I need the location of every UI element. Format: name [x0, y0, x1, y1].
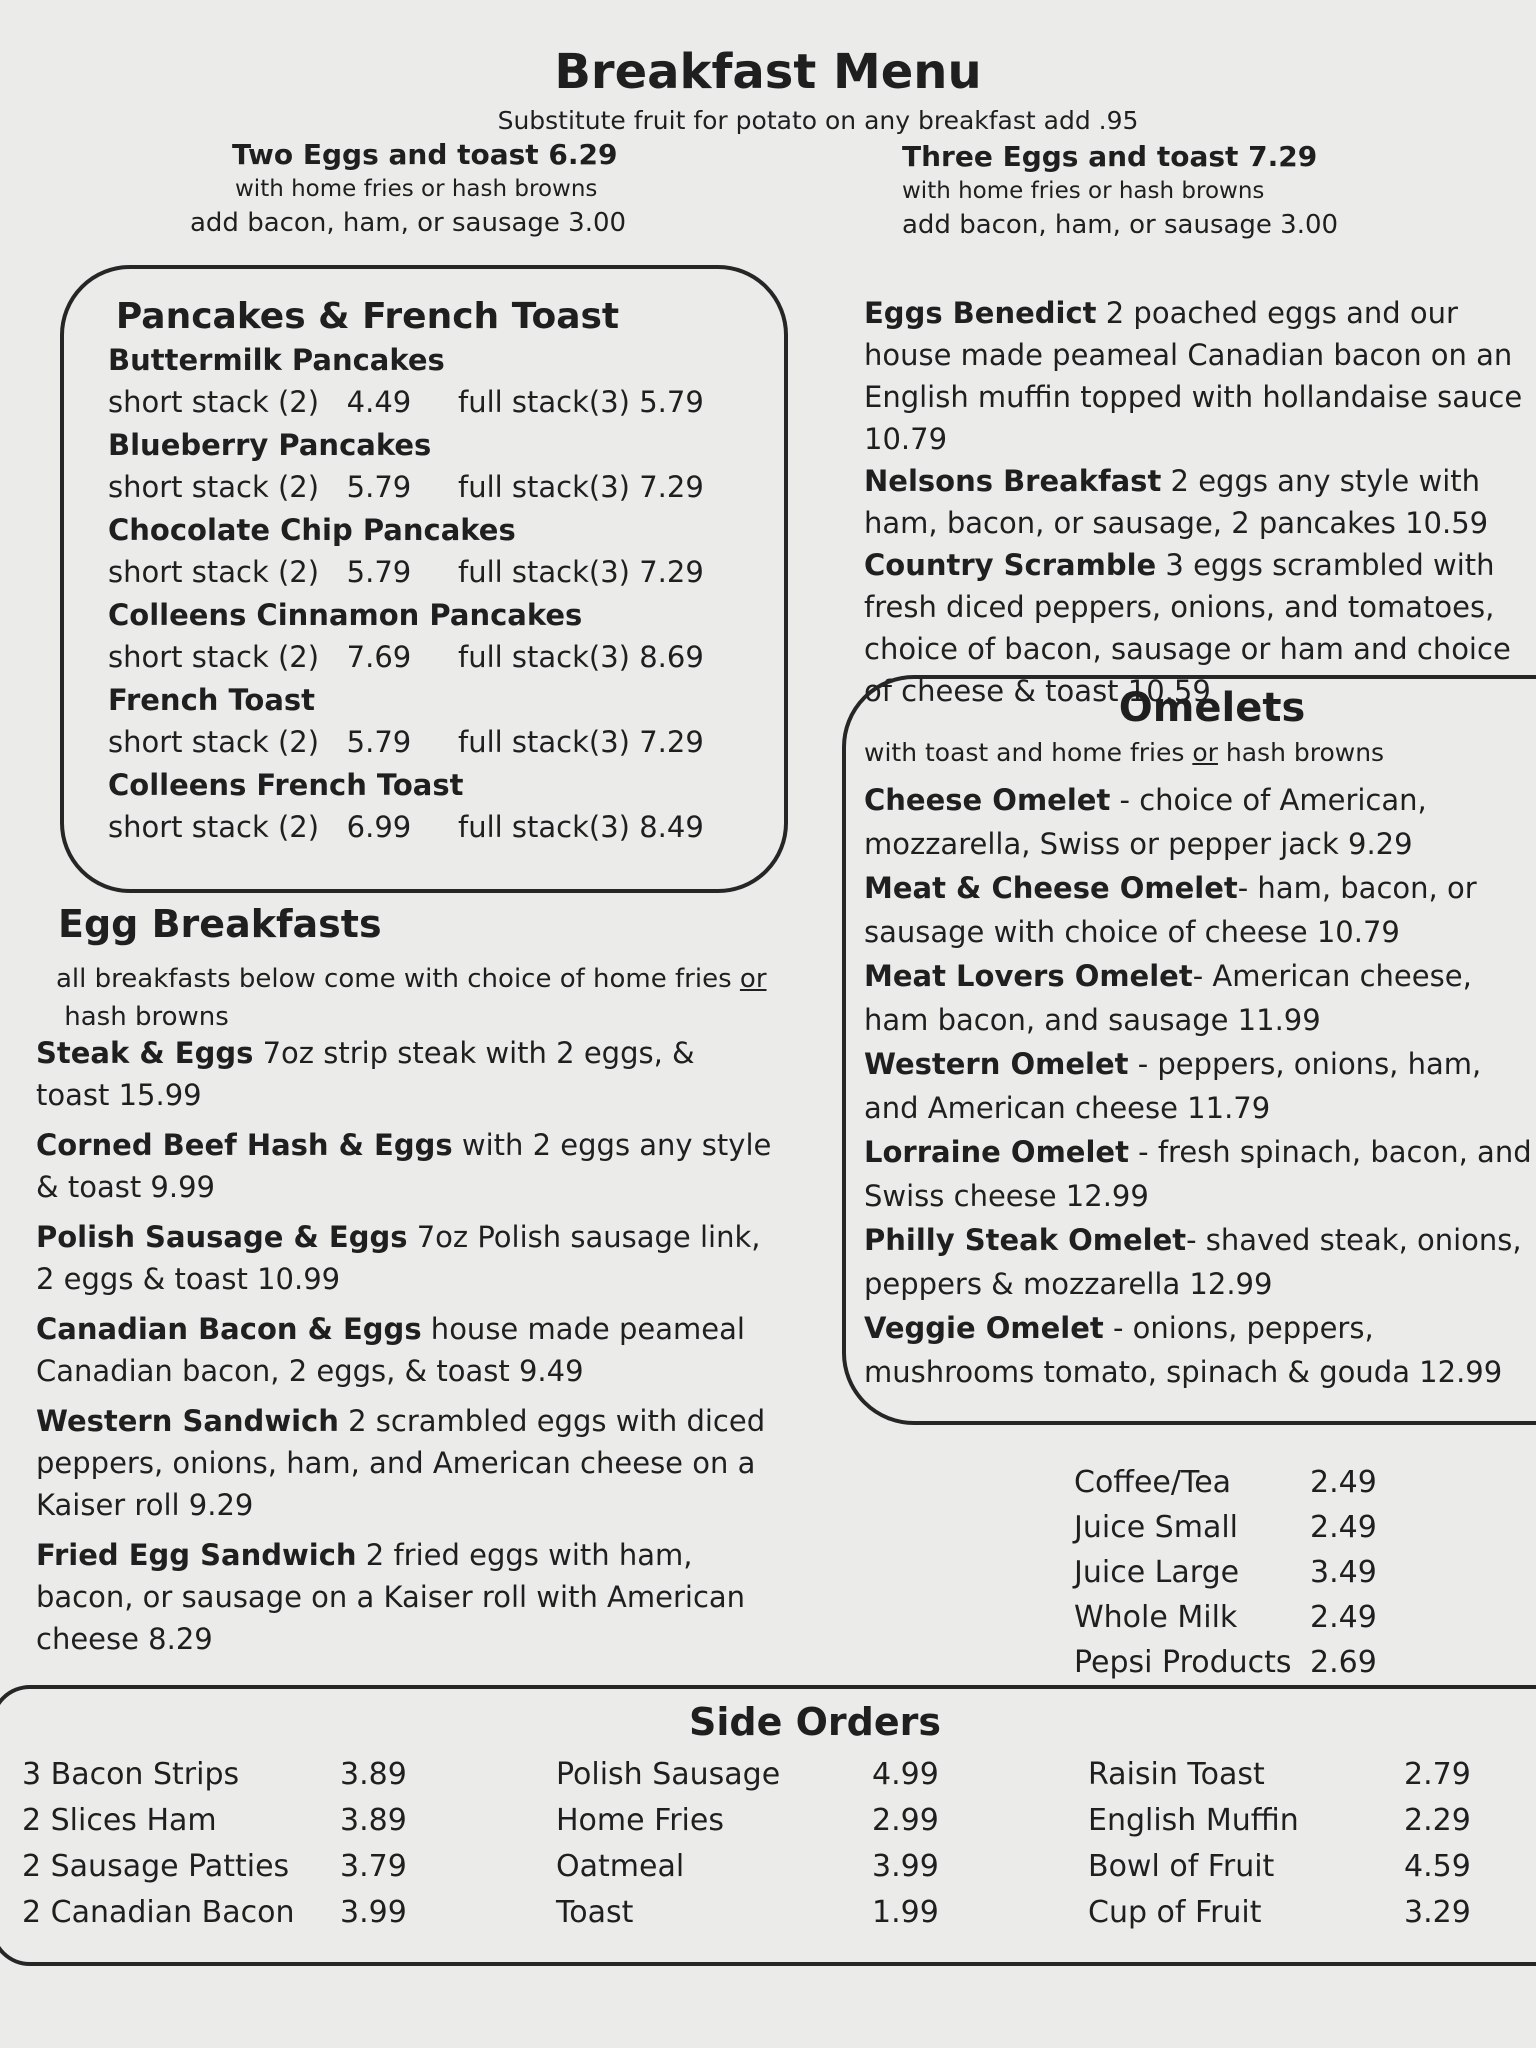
pancake-name: Colleens French Toast	[108, 768, 464, 802]
side-item	[22, 1844, 442, 1890]
side-price: 3.99	[340, 1895, 407, 1930]
drink-price: 2.69	[1310, 1645, 1377, 1680]
drink-name: Whole Milk	[1074, 1600, 1238, 1635]
omelet-desc: - choice of American, mozzarella, Swiss or pepper jack 9.29	[864, 783, 1427, 861]
egg-breakfasts-list	[36, 1032, 776, 1668]
egg-breakfast-name: Polish Sausage & Eggs	[36, 1220, 408, 1254]
egg-breakfasts-subtitle	[56, 960, 776, 1036]
egg-breakfast-desc: 7oz strip steak with 2 eggs, & toast 15.99	[36, 1036, 695, 1112]
special-name: Nelsons Breakfast	[864, 464, 1162, 498]
two-eggs-name: Two Eggs and toast 6.29	[232, 138, 618, 171]
three-eggs-section	[902, 140, 1402, 242]
side-item	[556, 1752, 976, 1798]
omelet-name: Lorraine Omelet	[864, 1135, 1129, 1169]
omelet-name: Western Omelet	[864, 1047, 1129, 1081]
omelet-desc: - fresh spinach, bacon, and Swiss cheese 12.99	[864, 1135, 1532, 1213]
egg-breakfast-desc: 2 scrambled eggs with diced peppers, onions, ham, and American cheese on a Kaiser roll 9.29	[36, 1404, 766, 1522]
egg-breakfast-item	[36, 1032, 776, 1116]
side-item	[1088, 1798, 1508, 1844]
drink-name: Pepsi Products	[1074, 1645, 1292, 1680]
omelet-desc: - American cheese, ham bacon, and sausage 11.99	[864, 959, 1472, 1037]
pancake-item	[108, 340, 704, 425]
two-eggs-addon: add bacon, ham, or sausage 3.00	[190, 208, 627, 238]
side-name: Bowl of Fruit	[1088, 1849, 1275, 1884]
side-name: Cup of Fruit	[1088, 1895, 1262, 1930]
omelet-item	[864, 1042, 1534, 1130]
drink-price: 2.49	[1310, 1510, 1377, 1545]
side-item	[22, 1890, 442, 1936]
side-price: 2.99	[872, 1803, 939, 1838]
pancakes-list	[108, 340, 704, 850]
pancakes-title: Pancakes & French Toast	[115, 296, 620, 337]
side-item	[22, 1752, 442, 1798]
egg-breakfast-item	[36, 1216, 776, 1300]
egg-breakfast-item	[36, 1534, 776, 1660]
drink-name: Coffee/Tea	[1074, 1465, 1232, 1500]
side-name: 3 Bacon Strips	[22, 1757, 240, 1792]
pancake-item	[108, 425, 704, 510]
egg-breakfast-name: Corned Beef Hash & Eggs	[36, 1128, 453, 1162]
side-name: Raisin Toast	[1088, 1757, 1265, 1792]
full-stack-price: full stack(3) 8.49	[458, 810, 704, 844]
egg-breakfasts-sub-text: all breakfasts below come with choice of home fries	[56, 964, 740, 994]
side-price: 2.79	[1404, 1757, 1471, 1792]
side-item	[1088, 1844, 1508, 1890]
egg-breakfast-name: Steak & Eggs	[36, 1036, 254, 1070]
side-orders-title: Side Orders	[689, 1700, 941, 1744]
omelet-name: Meat Lovers Omelet	[864, 959, 1193, 993]
menu-subtitle: Substitute fruit for potato on any breakfast add .95	[497, 106, 1139, 135]
side-price: 3.99	[872, 1849, 939, 1884]
side-orders-column-2	[556, 1752, 976, 1936]
drink-price: 3.49	[1310, 1555, 1377, 1590]
full-stack-price: full stack(3) 7.29	[458, 555, 704, 589]
drink-name: Juice Large	[1074, 1555, 1240, 1590]
side-item	[1088, 1752, 1508, 1798]
pancake-name: French Toast	[108, 683, 316, 717]
omelet-item	[864, 1218, 1534, 1306]
short-stack-price: short stack (2) 5.79	[108, 470, 412, 504]
pancake-name: Chocolate Chip Pancakes	[108, 513, 516, 547]
side-item	[556, 1798, 976, 1844]
special-desc: 2 poached eggs and our house made peameal Canadian bacon on an English muffin topped with hollandaise sauce 10.79	[864, 296, 1523, 456]
menu-title: Breakfast Menu	[554, 44, 982, 100]
side-price: 2.29	[1404, 1803, 1471, 1838]
egg-breakfasts-title: Egg Breakfasts	[58, 902, 382, 946]
side-price: 4.99	[872, 1757, 939, 1792]
omelets-sub-text: with toast and home fries	[864, 738, 1193, 767]
egg-breakfast-desc: with 2 eggs any style & toast 9.99	[36, 1128, 772, 1204]
drink-item	[1074, 1550, 1414, 1595]
special-desc: 3 eggs scrambled with fresh diced peppers, onions, and tomatoes, choice of bacon, sausage or ham and choice of cheese & toast 10.59	[864, 548, 1511, 708]
short-stack-price: short stack (2) 6.99	[108, 810, 412, 844]
side-price: 3.79	[340, 1849, 407, 1884]
egg-breakfast-name: Western Sandwich	[36, 1404, 339, 1438]
egg-breakfast-desc: 2 fried eggs with ham, bacon, or sausage on a Kaiser roll with American cheese 8.29	[36, 1538, 746, 1656]
side-name: 2 Canadian Bacon	[22, 1895, 295, 1930]
special-name: Eggs Benedict	[864, 296, 1097, 330]
side-item	[556, 1890, 976, 1936]
drink-price: 2.49	[1310, 1465, 1377, 1500]
side-price: 3.89	[340, 1803, 407, 1838]
special-desc: 2 eggs any style with ham, bacon, or sausage, 2 pancakes 10.59	[864, 464, 1489, 540]
omelet-name: Veggie Omelet	[864, 1311, 1104, 1345]
three-eggs-addon: add bacon, ham, or sausage 3.00	[902, 210, 1339, 240]
side-item	[556, 1844, 976, 1890]
egg-breakfast-item	[36, 1124, 776, 1208]
omelet-item	[864, 954, 1534, 1042]
pancake-item	[108, 680, 704, 765]
omelet-desc: - ham, bacon, or sausage with choice of cheese 10.79	[864, 871, 1477, 949]
omelet-item	[864, 1306, 1534, 1394]
side-name: Oatmeal	[556, 1849, 685, 1884]
drink-name: Juice Small	[1074, 1510, 1239, 1545]
short-stack-price: short stack (2) 7.69	[108, 640, 412, 674]
drink-item	[1074, 1640, 1414, 1685]
short-stack-price: short stack (2) 5.79	[108, 555, 412, 589]
omelets-sub-text: hash browns	[1217, 738, 1385, 767]
three-eggs-name: Three Eggs and toast 7.29	[902, 140, 1318, 173]
drinks-list	[1074, 1460, 1414, 1685]
side-name: English Muffin	[1088, 1803, 1299, 1838]
specials-list	[864, 292, 1524, 712]
side-name: 2 Slices Ham	[22, 1803, 217, 1838]
special-item	[864, 292, 1524, 460]
egg-breakfast-desc: house made peameal Canadian bacon, 2 eggs, & toast 9.49	[36, 1312, 745, 1388]
short-stack-price: short stack (2) 4.49	[108, 385, 412, 419]
side-item	[1088, 1890, 1508, 1936]
drink-item	[1074, 1505, 1414, 1550]
omelet-desc: - shaved steak, onions, peppers & mozzarella 12.99	[864, 1223, 1522, 1301]
egg-breakfast-item	[36, 1308, 776, 1392]
full-stack-price: full stack(3) 5.79	[458, 385, 704, 419]
omelet-name: Philly Steak Omelet	[864, 1223, 1187, 1257]
side-orders-column-1	[22, 1752, 442, 1936]
pancake-item	[108, 765, 704, 850]
full-stack-price: full stack(3) 7.29	[458, 725, 704, 759]
omelet-desc: - onions, peppers, mushrooms tomato, spinach & gouda 12.99	[864, 1311, 1503, 1389]
drink-price: 2.49	[1310, 1600, 1377, 1635]
omelet-item	[864, 778, 1534, 866]
full-stack-price: full stack(3) 7.29	[458, 470, 704, 504]
egg-breakfast-name: Canadian Bacon & Eggs	[36, 1312, 422, 1346]
side-orders-column-3	[1088, 1752, 1508, 1936]
side-price: 3.29	[1404, 1895, 1471, 1930]
special-name: Country Scramble	[864, 548, 1157, 582]
three-eggs-sides: with home fries or hash browns	[902, 178, 1265, 204]
egg-breakfast-item	[36, 1400, 776, 1526]
omelet-name: Cheese Omelet	[864, 783, 1111, 817]
pancake-item	[108, 595, 704, 680]
side-price: 4.59	[1404, 1849, 1471, 1884]
side-price: 3.89	[340, 1757, 407, 1792]
side-item	[22, 1798, 442, 1844]
two-eggs-sides: with home fries or hash browns	[235, 176, 598, 202]
side-name: Polish Sausage	[556, 1757, 781, 1792]
drink-item	[1074, 1460, 1414, 1505]
drink-item	[1074, 1595, 1414, 1640]
omelet-item	[864, 866, 1534, 954]
side-price: 1.99	[872, 1895, 939, 1930]
egg-breakfasts-sub-or: or	[739, 964, 767, 994]
side-name: Toast	[556, 1895, 634, 1930]
pancake-name: Colleens Cinnamon Pancakes	[108, 598, 583, 632]
omelet-item	[864, 1130, 1534, 1218]
omelet-desc: - peppers, onions, ham, and American cheese 11.79	[864, 1047, 1482, 1125]
full-stack-price: full stack(3) 8.69	[458, 640, 704, 674]
omelet-name: Meat & Cheese Omelet	[864, 871, 1238, 905]
pancake-name: Blueberry Pancakes	[108, 428, 432, 462]
special-item	[864, 460, 1524, 544]
pancake-item	[108, 510, 704, 595]
egg-breakfast-name: Fried Egg Sandwich	[36, 1538, 357, 1572]
side-name: Home Fries	[556, 1803, 724, 1838]
short-stack-price: short stack (2) 5.79	[108, 725, 412, 759]
omelets-subtitle	[864, 738, 1384, 767]
two-eggs-section	[190, 138, 640, 240]
side-name: 2 Sausage Patties	[22, 1849, 290, 1884]
egg-breakfast-desc: 7oz Polish sausage link, 2 eggs & toast 10.99	[36, 1220, 761, 1296]
pancake-name: Buttermilk Pancakes	[108, 343, 445, 377]
omelets-sub-or: or	[1192, 738, 1218, 767]
omelets-title: Omelets	[1118, 685, 1306, 731]
omelets-list	[864, 778, 1534, 1394]
egg-breakfasts-sub-text: hash browns	[56, 1002, 229, 1032]
